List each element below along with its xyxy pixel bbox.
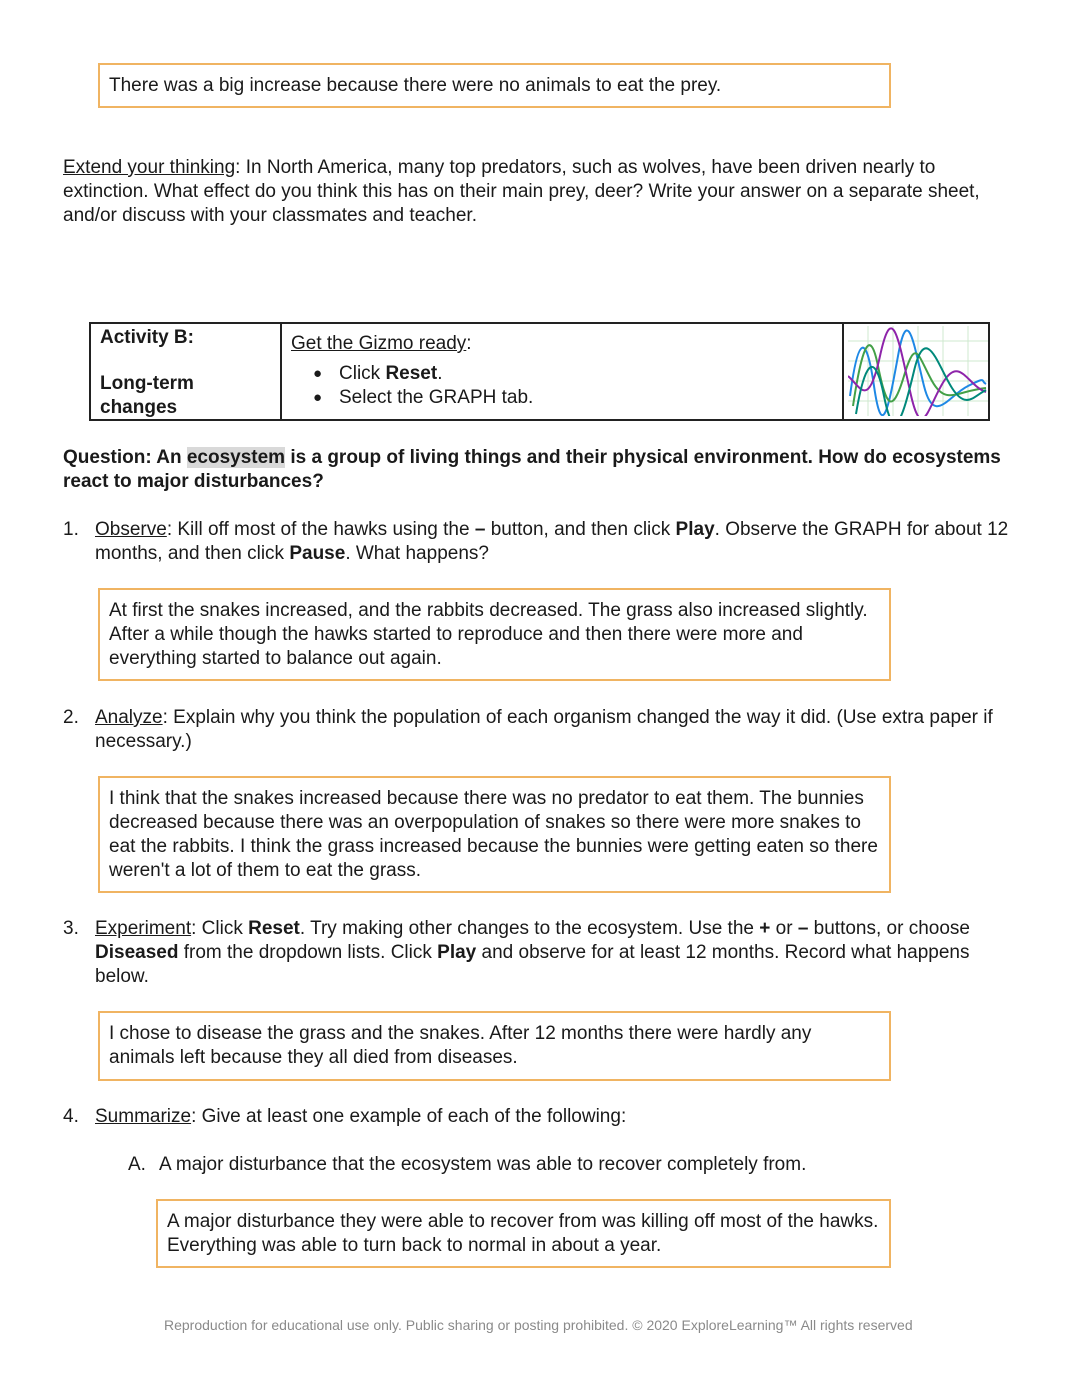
gizmo-ready-item-graph: ● Select the GRAPH tab. [313,386,833,410]
question-4-number: 4. [63,1106,79,1127]
answer-text: I chose to disease the grass and the snakes. After 12 months there were hardly any animals left because they all died from diseases. [109,1023,812,1068]
extend-thinking-paragraph [63,156,1013,228]
answer-box-q3[interactable] [98,1011,891,1081]
question-3-text: Experiment: Click Reset. Try making other changes to the ecosystem. Use the + or – buttons, or choose Diseased from the dropdown lists. Click Play and observe for at least 12 months. Record what happens below. [95,918,970,987]
answer-text: There was a big increase because there were no animals to eat the prey. [109,75,722,96]
gizmo-ready-cell [282,324,844,419]
graph-thumbnail-icon [848,326,988,416]
answer-box-q1[interactable] [98,588,891,681]
question-3-number: 3. [63,918,79,939]
activity-title-cell [91,324,282,419]
gizmo-ready-item-reset: ● Click Reset. [313,362,833,386]
answer-box-previous[interactable] [98,63,891,108]
question-1-number: 1. [63,519,79,540]
answer-text: A major disturbance they were able to recover from was killing off most of the hawks. Everything was able to turn back to normal in about a year. [167,1211,879,1256]
graph-thumbnail [844,324,988,419]
question-2-text: Analyze: Explain why you think the population of each organism changed the way it did. (Use extra paper if necessary.) [95,707,993,752]
highlighted-term: ecosystem [186,447,286,468]
answer-text: I think that the snakes increased because there was no predator to eat them. The bunnies decreased because there was an overpopulation of snakes so there were more snakes to eat the rabbits. I think the grass increased because the bunnies were getting eaten so there weren't a lot of them to eat the grass. [109,788,878,881]
question-2-number: 2. [63,707,79,728]
answer-text: At first the snakes increased, and the rabbits decreased. The grass also increased slightly. After a while though the hawks started to reproduce and then there were more and everything started to balance out again. [109,600,868,669]
question-4a-letter: A. [128,1154,146,1175]
question-4a-text: A major disturbance that the ecosystem was able to recover completely from. [159,1154,807,1175]
extend-label: Extend your thinking [63,157,236,178]
copyright-footer: Reproduction for educational use only. Public sharing or posting prohibited. © 2020 ExploreLearning™ All rights reserved [164,1317,913,1333]
activity-b-table [89,322,990,421]
activity-subtitle: Long-term changes [100,373,194,418]
question-4-text: Summarize: Give at least one example of each of the following: [95,1106,627,1127]
answer-box-q4a[interactable] [156,1199,891,1268]
answer-box-q2[interactable] [98,776,891,893]
activity-title: Activity B: [100,327,194,348]
extend-text: : In North America, many top predators, such as wolves, have been driven nearly to extinction. What effect do you think this has on their main prey, deer? Write your answer on a separate sheet, and/or discuss with your classmates and teacher. [63,157,980,226]
gizmo-ready-heading: Get the Gizmo ready: [291,333,472,354]
main-question: Question: An ecosystem is a group of living things and their physical environment. How do ecosystems react to major disturbances? [63,447,1001,492]
gizmo-ready-list [291,362,833,410]
question-1-text: Observe: Kill off most of the hawks using the – button, and then click Play. Observe the GRAPH for about 12 months, and then click Pause. What happens? [95,519,1009,564]
